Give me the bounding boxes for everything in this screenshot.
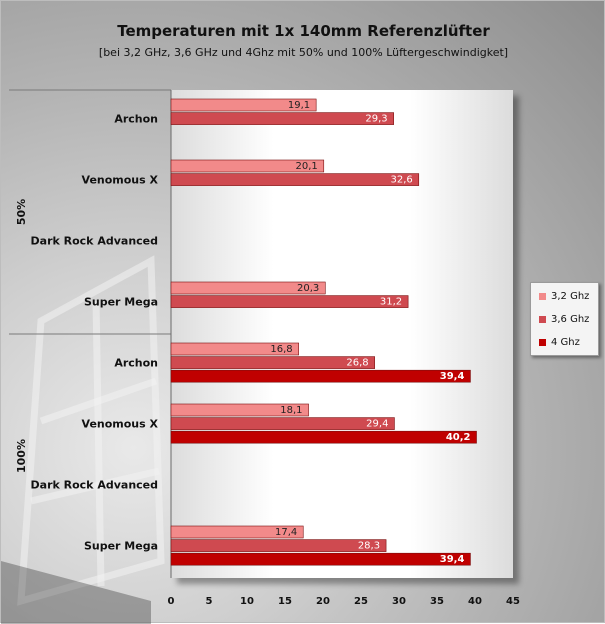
group-label: 50% bbox=[15, 198, 28, 226]
bar-3 bbox=[171, 431, 477, 443]
legend-label-s1: 3,2 Ghz bbox=[551, 290, 590, 302]
bar-2 bbox=[171, 296, 408, 308]
data-label: 26,8 bbox=[346, 357, 369, 369]
legend-swatch-s2 bbox=[539, 316, 546, 323]
x-tick-label: 20 bbox=[316, 596, 330, 607]
legend-label-s3: 4 Ghz bbox=[551, 336, 580, 348]
chart-subtitle: [bei 3,2 GHz, 3,6 GHz und 4Ghz mit 50% und 100% Lüftergeschwindigket] bbox=[98, 46, 509, 59]
data-label: 29,4 bbox=[366, 418, 389, 430]
x-tick-label: 10 bbox=[240, 596, 254, 607]
bar-3 bbox=[171, 553, 470, 565]
category-label: Super Mega bbox=[83, 295, 158, 309]
category-label: Dark Rock Advanced bbox=[30, 478, 158, 492]
data-label: 40,2 bbox=[445, 432, 471, 444]
data-label: 19,1 bbox=[287, 100, 311, 111]
category-label: Venomous X bbox=[81, 417, 158, 431]
category-label: Super Mega bbox=[83, 539, 158, 553]
data-label: 39,4 bbox=[439, 554, 465, 566]
x-tick-label: 5 bbox=[205, 596, 213, 607]
legend-swatch-s1 bbox=[539, 293, 546, 300]
data-label: 20,1 bbox=[295, 161, 318, 172]
x-tick-label: 40 bbox=[468, 596, 482, 607]
x-tick-label: 30 bbox=[392, 596, 406, 607]
category-label: Archon bbox=[114, 112, 158, 126]
x-tick-label: 25 bbox=[354, 596, 368, 607]
legend-swatch-s3 bbox=[539, 339, 546, 346]
x-tick-label: 15 bbox=[278, 596, 292, 607]
chart-title: Temperaturen mit 1x 140mm Referenzlüfter bbox=[117, 22, 490, 40]
legend-item-s3 bbox=[539, 335, 580, 349]
bar-3 bbox=[171, 370, 470, 382]
x-tick-label: 0 bbox=[167, 596, 175, 607]
legend bbox=[530, 282, 599, 356]
bar-chart bbox=[1, 1, 605, 624]
bar-2 bbox=[171, 113, 394, 125]
data-label: 16,8 bbox=[270, 344, 293, 355]
data-label: 32,6 bbox=[390, 174, 413, 186]
data-label: 20,3 bbox=[297, 283, 320, 294]
data-label: 39,4 bbox=[439, 371, 465, 383]
legend-label-s2: 3,6 Ghz bbox=[551, 313, 590, 325]
bar-2 bbox=[171, 418, 394, 430]
legend-item-s1 bbox=[539, 289, 589, 303]
bar-2 bbox=[171, 540, 386, 552]
data-label: 29,3 bbox=[365, 113, 388, 125]
data-label: 18,1 bbox=[280, 405, 303, 416]
legend-item-s2 bbox=[539, 312, 589, 326]
x-tick-label: 45 bbox=[506, 596, 520, 607]
category-label: Dark Rock Advanced bbox=[30, 234, 158, 248]
x-tick-label: 35 bbox=[430, 596, 444, 607]
category-label: Venomous X bbox=[81, 173, 158, 187]
category-label: Archon bbox=[114, 356, 158, 370]
bar-2 bbox=[171, 357, 375, 369]
data-label: 17,4 bbox=[274, 527, 298, 538]
bar-2 bbox=[171, 174, 419, 186]
group-label: 100% bbox=[15, 439, 28, 473]
data-label: 31,2 bbox=[379, 296, 403, 308]
data-label: 28,3 bbox=[357, 540, 381, 552]
